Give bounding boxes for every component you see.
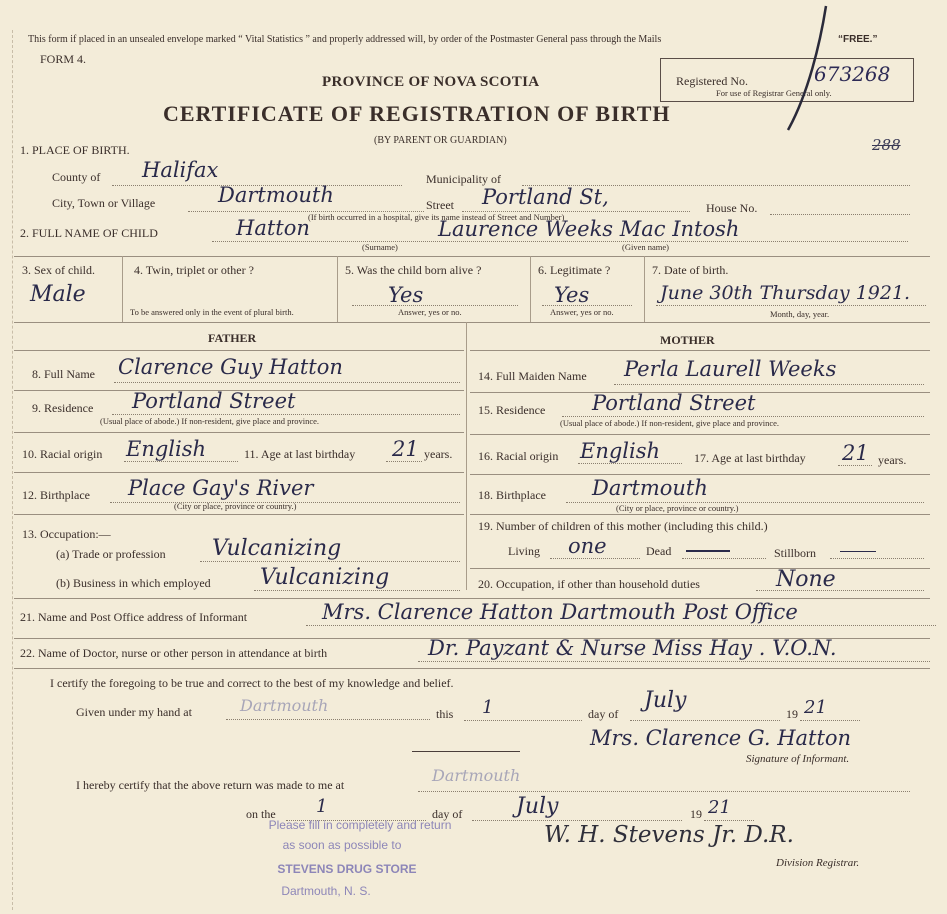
on-the-label: on the	[246, 807, 276, 821]
free-mark: “FREE.”	[838, 34, 878, 45]
mother-name-label: 14. Full Maiden Name	[478, 369, 587, 383]
return-day-value: 1	[316, 796, 328, 817]
given-year-prefix: 19	[786, 707, 798, 721]
father-name-value: Clarence Guy Hatton	[118, 355, 343, 379]
mother-occupation-value: None	[776, 567, 836, 592]
mother-racial-label: 16. Racial origin	[478, 449, 559, 463]
certify-statement: I certify the foregoing to be true and correct to the best of my knowledge and belief.	[50, 676, 454, 690]
informant-label: 21. Name and Post Office address of Informant	[20, 610, 248, 624]
surname-note: (Surname)	[362, 242, 398, 252]
ink-slash	[780, 4, 840, 134]
father-racial-label: 10. Racial origin	[22, 447, 103, 461]
registrar-label: Division Registrar.	[776, 857, 860, 869]
child-given-name: Laurence Weeks Mac Intosh	[438, 217, 740, 241]
mother-age-label: 17. Age at last birthday	[694, 451, 806, 465]
given-year-value: 21	[804, 697, 827, 718]
children-count-label: 19. Number of children of this mother (including this child.)	[478, 519, 768, 533]
business-value: Vulcanizing	[260, 565, 390, 590]
born-alive-value: Yes	[388, 283, 424, 307]
date-of-birth-label: 7. Date of birth.	[652, 263, 729, 277]
registrar-signature: W. H. Stevens Jr. D.R.	[544, 822, 794, 848]
postal-notice: This form if placed in an unsealed envelope marked “ Vital Statistics ” and properly addressed will, by order of the Postmaster General pass through the Mails	[28, 34, 662, 45]
form-number: FORM 4.	[40, 52, 87, 66]
mother-name-value: Perla Laurell Weeks	[624, 357, 837, 381]
born-alive-note: Answer, yes or no.	[398, 307, 462, 317]
return-made-label: I hereby certify that the above return was made to me at	[76, 778, 345, 792]
registered-no-label: Registered No.	[676, 74, 748, 88]
legitimate-note: Answer, yes or no.	[550, 307, 614, 317]
mother-birthplace-value: Dartmouth	[592, 476, 708, 500]
twin-note: To be answered only in the event of plural birth.	[130, 307, 294, 317]
given-under-hand-label: Given under my hand at	[76, 705, 192, 719]
doctor-label: 22. Name of Doctor, nurse or other person in attendance at birth	[20, 646, 328, 660]
city-label: City, Town or Village	[52, 196, 156, 210]
father-years-label: years.	[424, 447, 453, 461]
mother-occupation-label: 20. Occupation, if other than household duties	[478, 577, 700, 591]
sex-value: Male	[30, 282, 86, 307]
given-day-value: 1	[482, 697, 494, 718]
child-surname: Hatton	[236, 216, 310, 240]
doctor-value: Dr. Payzant & Nurse Miss Hay . V.O.N.	[428, 636, 837, 660]
stamp-line-4: Dartmouth, N. S.	[281, 884, 371, 898]
return-month-value: July	[516, 794, 559, 819]
county-value: Halifax	[142, 158, 219, 182]
return-day-of-label: day of	[432, 807, 463, 821]
stamp-line-2: as soon as possible to	[282, 838, 402, 852]
date-of-birth-value: June 30th Thursday 1921.	[660, 282, 911, 304]
mother-residence-label: 15. Residence	[478, 403, 546, 417]
mother-heading: MOTHER	[660, 333, 715, 347]
stamp-line-1: Please fill in completely and return	[268, 818, 452, 832]
living-label: Living	[508, 544, 540, 558]
father-residence-value: Portland Street	[132, 389, 296, 413]
stamp-line-3: STEVENS DRUG STORE	[277, 862, 417, 876]
return-place-value: Dartmouth	[432, 766, 521, 785]
municipality-label: Municipality of	[426, 172, 501, 186]
given-place-value: Dartmouth	[240, 696, 329, 715]
stillborn-dash	[840, 546, 876, 552]
father-birthplace-note: (City or place, province or country.)	[174, 501, 297, 511]
father-age-value: 21	[392, 437, 419, 461]
father-occupation-label: 13. Occupation:—	[22, 527, 111, 541]
mother-birthplace-label: 18. Birthplace	[478, 488, 546, 502]
city-value: Dartmouth	[218, 183, 334, 207]
legitimate-label: 6. Legitimate ?	[538, 263, 611, 277]
trade-label: (a) Trade or profession	[56, 547, 166, 561]
business-label: (b) Business in which employed	[56, 576, 211, 590]
corner-number: 288	[872, 136, 901, 154]
given-day-of-label: day of	[588, 707, 619, 721]
sex-label: 3. Sex of child.	[22, 263, 95, 277]
legitimate-value: Yes	[554, 283, 590, 307]
child-name-label: 2. FULL NAME OF CHILD	[20, 226, 158, 240]
certificate-subtitle: (BY PARENT OR GUARDIAN)	[374, 135, 507, 146]
signature-rule	[412, 751, 520, 752]
informant-signature: Mrs. Clarence G. Hatton	[590, 726, 852, 750]
county-label: County of	[52, 170, 101, 184]
house-no-label: House No.	[706, 201, 758, 215]
informant-value: Mrs. Clarence Hatton Dartmouth Post Office	[322, 600, 798, 624]
mother-abode-note: (Usual place of abode.) If non-resident, give place and province.	[560, 418, 780, 428]
father-abode-note: (Usual place of abode.) If non-resident, give place and province.	[100, 416, 320, 426]
trade-value: Vulcanizing	[212, 536, 342, 561]
mother-residence-value: Portland Street	[592, 391, 756, 415]
province-heading: PROVINCE OF NOVA SCOTIA	[322, 74, 540, 90]
this-label: this	[436, 707, 454, 721]
registrar-use-note: For use of Registrar General only.	[716, 88, 832, 98]
registered-number: 673268	[814, 62, 891, 86]
place-of-birth-label: 1. PLACE OF BIRTH.	[20, 143, 130, 157]
dead-dash	[686, 544, 730, 552]
dead-label: Dead	[646, 544, 672, 558]
living-value: one	[568, 534, 607, 558]
informant-signature-label: Signature of Informant.	[746, 753, 850, 765]
father-racial-value: English	[126, 437, 207, 461]
hospital-note: (If birth occurred in a hospital, give its name instead of Street and Number)	[308, 212, 565, 222]
street-value: Portland St,	[482, 185, 609, 209]
father-name-label: 8. Full Name	[32, 367, 95, 381]
mother-years-label: years.	[878, 453, 907, 467]
mother-racial-value: English	[580, 439, 661, 463]
father-residence-label: 9. Residence	[32, 401, 94, 415]
twin-label: 4. Twin, triplet or other ?	[134, 263, 254, 277]
father-age-label: 11. Age at last birthday	[244, 447, 356, 461]
mother-birthplace-note: (City or place, province or country.)	[616, 503, 739, 513]
given-month-value: July	[644, 688, 687, 713]
mother-age-value: 21	[842, 441, 869, 465]
father-heading: FATHER	[208, 331, 257, 345]
return-year-prefix: 19	[690, 807, 702, 821]
return-year-value: 21	[708, 797, 731, 818]
date-of-birth-note: Month, day, year.	[770, 309, 830, 319]
father-birthplace-label: 12. Birthplace	[22, 488, 90, 502]
street-label: Street	[426, 198, 454, 212]
father-birthplace-value: Place Gay's River	[128, 476, 314, 500]
given-name-note: (Given name)	[622, 242, 669, 252]
certificate-title: CERTIFICATE OF REGISTRATION OF BIRTH	[163, 101, 671, 126]
born-alive-label: 5. Was the child born alive ?	[345, 263, 482, 277]
stillborn-label: Stillborn	[774, 546, 817, 560]
